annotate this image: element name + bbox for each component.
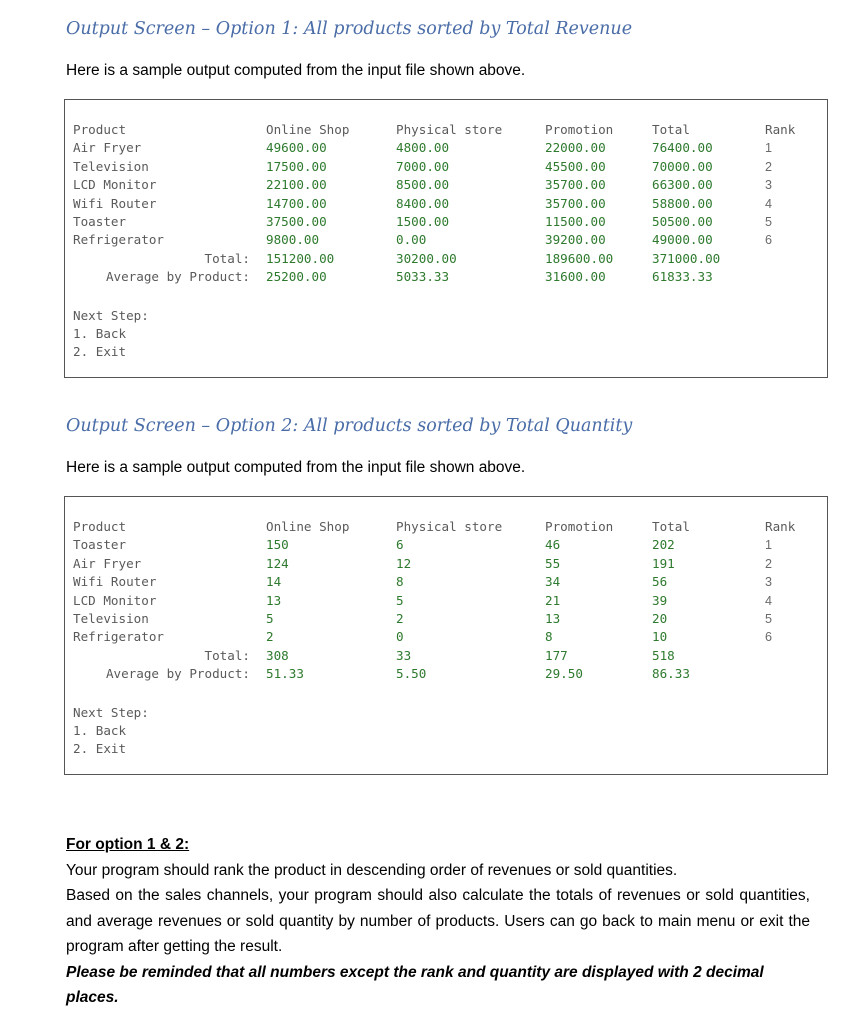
table-cell: 35700.00 bbox=[545, 177, 606, 193]
table-cell: 8 bbox=[545, 629, 553, 645]
menu-option: 2. Exit bbox=[73, 741, 127, 756]
table-cell: 202 bbox=[652, 537, 675, 553]
table-cell: 49600.00 bbox=[266, 140, 327, 156]
table-cell: 46 bbox=[545, 537, 561, 553]
table-cell: 20 bbox=[652, 611, 668, 626]
rank-value: 5 bbox=[765, 215, 773, 229]
table-cell: 17500.00 bbox=[266, 158, 327, 174]
average-label: Average by Product: bbox=[105, 269, 250, 285]
table-cell: 191 bbox=[652, 555, 675, 571]
table-cell: 8400.00 bbox=[396, 195, 450, 211]
table-cell: 55 bbox=[545, 555, 561, 571]
total-value: 177 bbox=[545, 647, 568, 663]
total-value: 30200.00 bbox=[396, 250, 457, 266]
section-2-heading: Output Screen – Option 2: All products sorted by Total Quantity bbox=[66, 416, 633, 436]
product-name: Wifi Router bbox=[73, 195, 157, 211]
table-cell: 7000.00 bbox=[396, 158, 450, 174]
total-value: 518 bbox=[652, 647, 675, 663]
next-step-label: Next Step: bbox=[73, 705, 149, 720]
table-cell: 22100.00 bbox=[266, 177, 327, 193]
table-cell: 124 bbox=[266, 555, 289, 571]
table-cell: 2 bbox=[266, 629, 274, 645]
average-value: 61833.33 bbox=[652, 269, 713, 285]
table-cell: 5 bbox=[266, 611, 274, 626]
rank-value: 6 bbox=[765, 630, 773, 645]
column-header: Physical store bbox=[396, 519, 503, 534]
menu-option: 1. Back bbox=[73, 723, 127, 738]
table-cell: 0 bbox=[396, 629, 404, 645]
product-name: LCD Monitor bbox=[73, 592, 157, 608]
product-name: Toaster bbox=[73, 537, 127, 553]
table-cell: 39200.00 bbox=[545, 232, 606, 248]
table-cell: 45500.00 bbox=[545, 158, 606, 174]
table-cell: 150 bbox=[266, 537, 289, 553]
menu-option: 2. Exit bbox=[73, 344, 127, 359]
table-cell: 49000.00 bbox=[652, 232, 713, 248]
table-cell: 14700.00 bbox=[266, 195, 327, 211]
product-name: Refrigerator bbox=[73, 629, 164, 645]
table-cell: 34 bbox=[545, 574, 561, 590]
table-cell: 13 bbox=[545, 611, 561, 626]
next-step-label: Next Step: bbox=[73, 308, 149, 323]
notes-title: For option 1 & 2: bbox=[66, 836, 190, 853]
table-cell: 6 bbox=[396, 537, 404, 553]
rank-value: 4 bbox=[765, 593, 773, 608]
total-value: 189600.00 bbox=[545, 250, 614, 266]
requirements-notes bbox=[66, 832, 810, 1011]
rank-value: 5 bbox=[765, 612, 773, 626]
table-cell: 50500.00 bbox=[652, 214, 713, 229]
table-cell: 22000.00 bbox=[545, 140, 606, 156]
average-value: 29.50 bbox=[545, 666, 583, 682]
product-name: Air Fryer bbox=[73, 555, 142, 571]
menu-option: 1. Back bbox=[73, 326, 127, 341]
table-cell: 66300.00 bbox=[652, 177, 713, 193]
rank-value: 2 bbox=[765, 159, 773, 174]
table-cell: 11500.00 bbox=[545, 214, 606, 229]
table-cell: 14 bbox=[266, 574, 282, 590]
total-value: 308 bbox=[266, 647, 289, 663]
product-name: Air Fryer bbox=[73, 140, 142, 156]
rank-value: 1 bbox=[765, 538, 773, 553]
table-cell: 4800.00 bbox=[396, 140, 450, 156]
output-console-2 bbox=[64, 496, 828, 775]
section-1-intro: Here is a sample output computed from the input file shown above. bbox=[66, 62, 526, 79]
product-name: Television bbox=[73, 611, 149, 626]
product-name: Wifi Router bbox=[73, 574, 157, 590]
column-header: Promotion bbox=[545, 519, 614, 534]
table-cell: 8500.00 bbox=[396, 177, 450, 193]
section-1-heading: Output Screen – Option 1: All products sorted by Total Revenue bbox=[66, 19, 633, 39]
rank-value: 1 bbox=[765, 141, 773, 156]
notes-line-1: Your program should rank the product in descending order of revenues or sold quantities. bbox=[66, 861, 678, 879]
table-cell: 2 bbox=[396, 611, 404, 626]
average-value: 51.33 bbox=[266, 666, 304, 682]
average-value: 31600.00 bbox=[545, 269, 606, 285]
table-cell: 35700.00 bbox=[545, 195, 606, 211]
column-header: Online Shop bbox=[266, 122, 350, 137]
output-console-1 bbox=[64, 99, 828, 378]
product-name: Refrigerator bbox=[73, 232, 164, 248]
product-name: Television bbox=[73, 158, 149, 174]
section-2-intro: Here is a sample output computed from the input file shown above. bbox=[66, 459, 526, 476]
column-header: Promotion bbox=[545, 122, 614, 137]
table-cell: 10 bbox=[652, 629, 668, 645]
average-value: 86.33 bbox=[652, 666, 690, 682]
total-value: 33 bbox=[396, 647, 412, 663]
column-header: Rank bbox=[765, 519, 796, 534]
column-header: Physical store bbox=[396, 122, 503, 137]
table-cell: 37500.00 bbox=[266, 214, 327, 229]
average-label: Average by Product: bbox=[105, 666, 250, 682]
column-header: Product bbox=[73, 122, 127, 137]
total-label: Total: bbox=[204, 647, 250, 663]
rank-value: 6 bbox=[765, 233, 773, 248]
column-header: Online Shop bbox=[266, 519, 350, 534]
product-name: LCD Monitor bbox=[73, 177, 157, 193]
average-value: 5033.33 bbox=[396, 269, 450, 285]
table-cell: 5 bbox=[396, 592, 404, 608]
total-value: 371000.00 bbox=[652, 250, 721, 266]
rank-value: 4 bbox=[765, 196, 773, 211]
table-cell: 13 bbox=[266, 592, 282, 608]
notes-reminder: Please be reminded that all numbers except the rank and quantity are displayed with 2 decimal places. bbox=[66, 963, 764, 1006]
total-value: 151200.00 bbox=[266, 250, 335, 266]
column-header: Total bbox=[652, 122, 690, 137]
table-cell: 58800.00 bbox=[652, 195, 713, 211]
table-cell: 21 bbox=[545, 592, 561, 608]
table-cell: 9800.00 bbox=[266, 232, 320, 248]
table-cell: 70000.00 bbox=[652, 158, 713, 174]
rank-value: 3 bbox=[765, 178, 773, 193]
table-cell: 39 bbox=[652, 592, 668, 608]
rank-value: 3 bbox=[765, 575, 773, 590]
notes-line-2: Based on the sales channels, your program should also calculate the totals of revenues or sold quantities, and average revenues or sold quantity by number of products. Users can go back to main menu or exit the program after getting the result. bbox=[66, 887, 810, 955]
table-cell: 8 bbox=[396, 574, 404, 590]
rank-value: 2 bbox=[765, 556, 773, 571]
average-value: 25200.00 bbox=[266, 269, 327, 285]
table-cell: 56 bbox=[652, 574, 668, 590]
table-cell: 76400.00 bbox=[652, 140, 713, 156]
column-header: Rank bbox=[765, 122, 796, 137]
table-cell: 1500.00 bbox=[396, 214, 450, 229]
column-header: Product bbox=[73, 519, 127, 534]
total-label: Total: bbox=[204, 250, 250, 266]
table-cell: 0.00 bbox=[396, 232, 427, 248]
average-value: 5.50 bbox=[396, 666, 427, 682]
product-name: Toaster bbox=[73, 214, 127, 229]
table-cell: 12 bbox=[396, 555, 412, 571]
column-header: Total bbox=[652, 519, 690, 534]
